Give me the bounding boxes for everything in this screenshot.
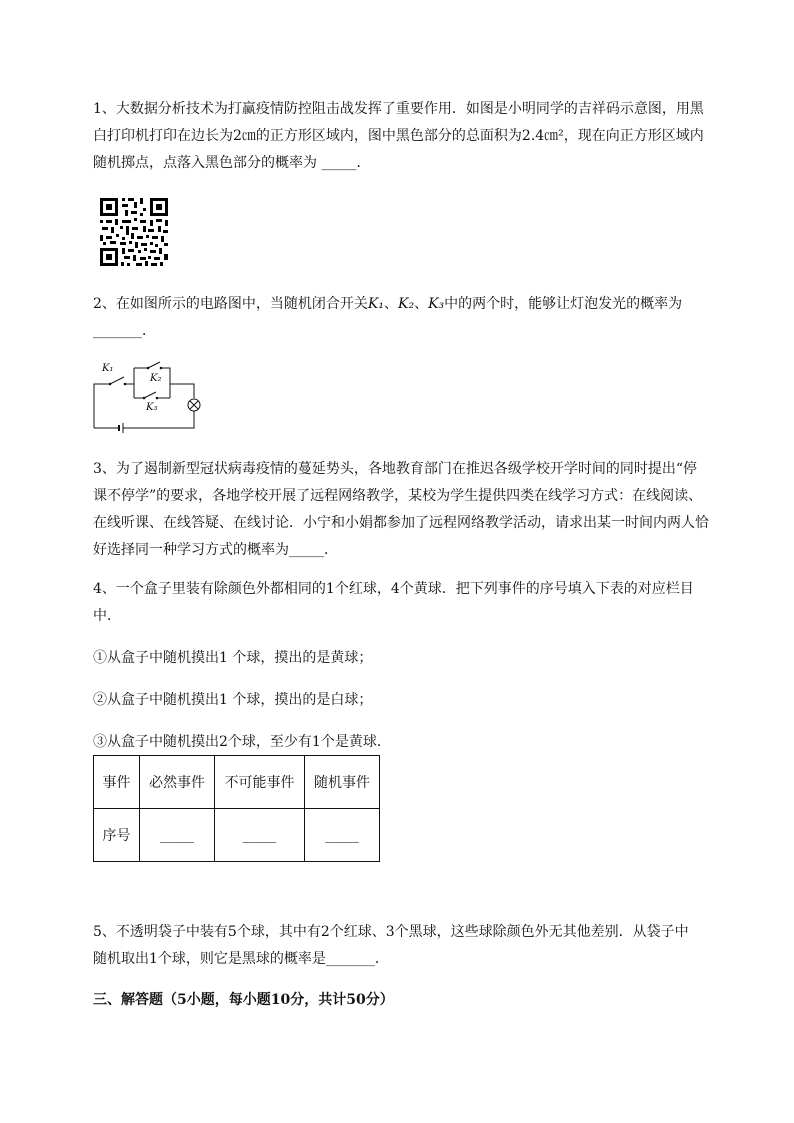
q2-line-2: _______． — [93, 323, 156, 339]
q5-line-1: 5、不透明袋子中装有5个球，其中有2个红球、3个黑球，这些球除颜色外无其他差别．从袋子中 — [93, 924, 689, 940]
q4-line-2: 中． — [93, 608, 121, 624]
table-header-row — [94, 756, 380, 809]
table-header-cell: 不可能事件 — [215, 756, 305, 809]
table-row-label: 序号 — [94, 809, 140, 862]
table-header-cell: 必然事件 — [140, 756, 215, 809]
q3-line-2: 课不停学”的要求，各地学校开展了远程网络教学，某校为学生提供四类在线学习方式：在线阅读、 — [93, 488, 703, 504]
table-row — [94, 809, 380, 862]
answer-blank: ____ — [215, 809, 305, 862]
q4-item-3: ③从盒子中随机摸出2个球，至少有1个是黄球． — [93, 734, 391, 750]
q4-item-1: ①从盒子中随机摸出1 个球，摸出的是黄球； — [93, 650, 373, 666]
table-header-cell: 事件 — [94, 756, 140, 809]
switch-k1-symbol: K₁ — [367, 296, 384, 312]
q2-separator-1: 、 — [383, 296, 398, 312]
q3-line-1: 3、为了遏制新型冠状病毒疫情的蔓延势头，各地教育部门在推迟各级学校开学时间的同时提出“停 — [93, 461, 698, 477]
q1-line-3: 随机掷点，点落入黑色部分的概率为 _____． — [93, 155, 371, 171]
q2-line-1 — [93, 294, 682, 314]
q3-line-4: 好选择同一种学习方式的概率为_____． — [93, 542, 338, 558]
circuit-label-k2: K₂ — [150, 373, 162, 384]
circuit-diagram — [92, 354, 208, 436]
answer-blank: ____ — [140, 809, 215, 862]
switch-k3-symbol: K₃ — [428, 296, 445, 312]
q2-separator-2: 、 — [414, 296, 429, 312]
answer-blank: ____ — [305, 809, 380, 862]
q3-line-3: 在线听课、在线答疑、在线讨论．小宁和小娟都参加了远程网络教学活动，请求出某一时间内两人恰 — [93, 515, 709, 531]
circuit-label-k3: K₃ — [146, 402, 158, 413]
q5-line-2: 随机取出1个球，则它是黑球的概率是_______． — [93, 951, 389, 967]
event-classification-table — [93, 755, 380, 862]
q1-line-1: 1、大数据分析技术为打赢疫情防控阻击战发挥了重要作用．如图是小明同学的吉祥码示意图，用黑 — [93, 101, 704, 117]
q2-line-1-tail: 中的两个时，能够让灯泡发光的概率为 — [444, 296, 683, 312]
q1-line-2: 白打印机打印在边长为2㎝的正方形区域内，图中黑色部分的总面积为2.4㎝²，现在向正方形区域内 — [93, 128, 704, 144]
qr-code-image — [98, 196, 170, 268]
q2-line-1-text: 2、在如图所示的电路图中，当随机闭合开关 — [93, 296, 368, 312]
circuit-label-k1: K₁ — [102, 363, 114, 374]
q4-item-2: ②从盒子中随机摸出1 个球，摸出的是白球； — [93, 692, 373, 708]
q4-line-1: 4、一个盒子里装有除颜色外都相同的1个红球，4个黄球．把下列事件的序号填入下表的对应栏目 — [93, 581, 694, 597]
section-title: 三、解答题（5小题，每小题10分，共计50分） — [93, 992, 394, 1008]
table-header-cell: 随机事件 — [305, 756, 380, 809]
switch-k2-symbol: K₂ — [397, 296, 415, 312]
